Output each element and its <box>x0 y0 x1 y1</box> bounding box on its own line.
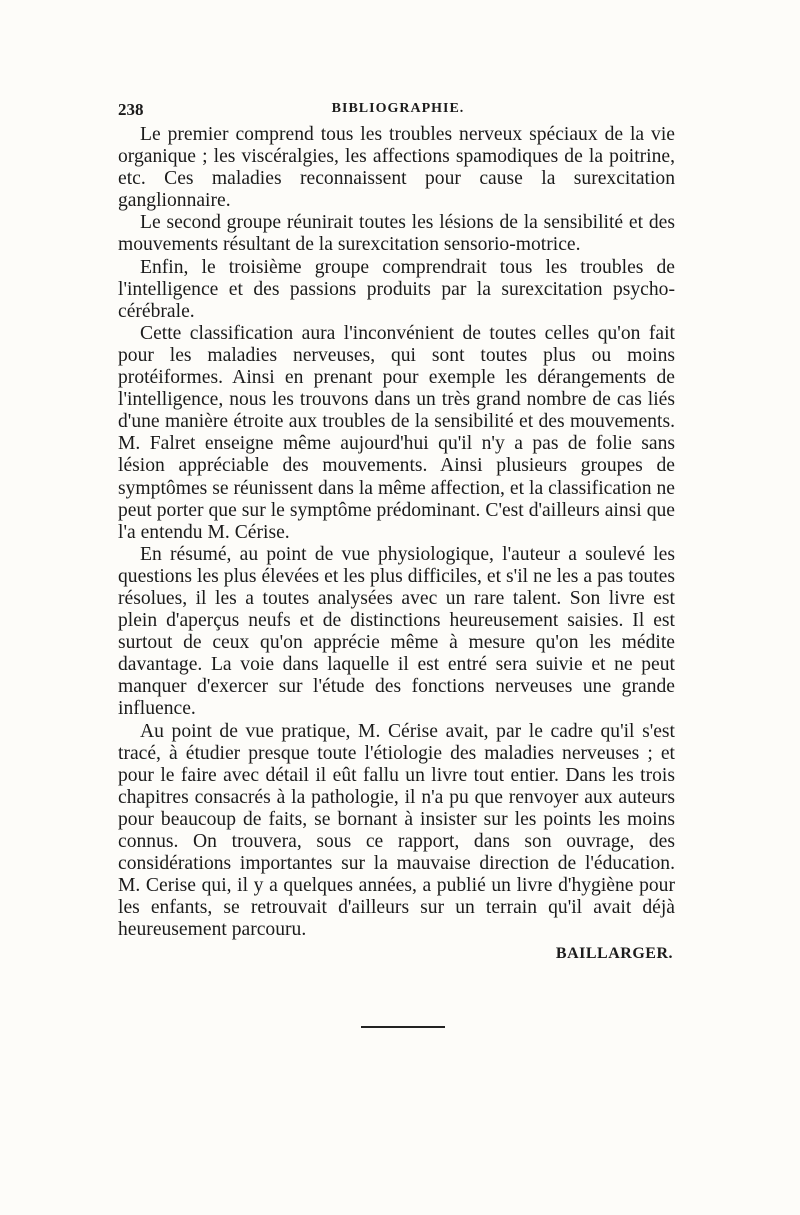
paragraph: Le second groupe réunirait toutes les lésions de la sensibilité et des mouvements résultant de la surexcitation sensorio-motrice. <box>118 212 675 256</box>
end-rule <box>361 1026 445 1028</box>
running-title: BIBLIOGRAPHIE. <box>331 101 465 116</box>
page-number: 238 <box>118 100 144 119</box>
paragraph: Le premier comprend tous les troubles nerveux spéciaux de la vie organique ; les viscéralgies, les affections spamodiques de la poitrine, etc. Ces maladies reconnaissent pour cause la surexcitation ganglionnaire. <box>118 124 675 212</box>
paragraph: Enfin, le troisième groupe comprendrait tous les troubles de l'intelligence et des passions produits par la surexcitation psycho-cérébrale. <box>118 256 675 322</box>
page-header <box>118 100 678 124</box>
author-signature: BAILLARGER. <box>555 945 673 963</box>
paragraph: Au point de vue pratique, M. Cérise avait, par le cadre qu'il s'est tracé, à étudier presque toute l'étiologie des maladies nerveuses ; et pour le faire avec détail il eût fallu un livre tout entier. Dans les trois chapitres consacrés à la pathologie, il n'a pu que renvoyer aux auteurs pour beaucoup de faits, se bornant à insister sur les points les moins connus. On trouvera, sous ce rapport, dans son ouvrage, des considérations importantes sur la mauvaise direction de l'éducation. M. Cerise qui, il y a quelques années, a publié un livre d'hygiène pour les enfants, se retrouvait d'ailleurs sur un terrain qu'il avait déjà heureusement parcouru. <box>118 720 675 941</box>
paragraph: Cette classification aura l'inconvénient de toutes celles qu'on fait pour les maladies nerveuses, qui sont toutes plus ou moins protéiformes. Ainsi en prenant pour exemple les dérangements de l'intelligence, nous les trouvons dans un très grand nombre de cas liés d'une manière étroite aux troubles de la sensibilité et des mouvements. M. Falret enseigne même aujourd'hui qu'il n'y a pas de folie sans lésion appréciable des mouvements. Ainsi plusieurs groupes de symptômes se réunissent dans la même affection, et la classification ne peut porter que sur le symptôme prédominant. C'est d'ailleurs ainsi que l'a entendu M. Cérise. <box>118 322 675 543</box>
body-text <box>118 124 675 966</box>
paragraph: En résumé, au point de vue physiologique, l'auteur a soulevé les questions les plus élevées et les plus difficiles, et s'il ne les a pas toutes résolues, il les a toutes analysées avec un rare talent. Son livre est plein d'aperçus neufs et de distinctions heureusement saisies. Il est surtout de ceux qu'on apprécie même à mesure qu'on les médite davantage. La voie dans laquelle il est entré sera suivie et ne peut manquer d'exercer sur l'étude des fonctions nerveuses une grande influence. <box>118 543 675 720</box>
